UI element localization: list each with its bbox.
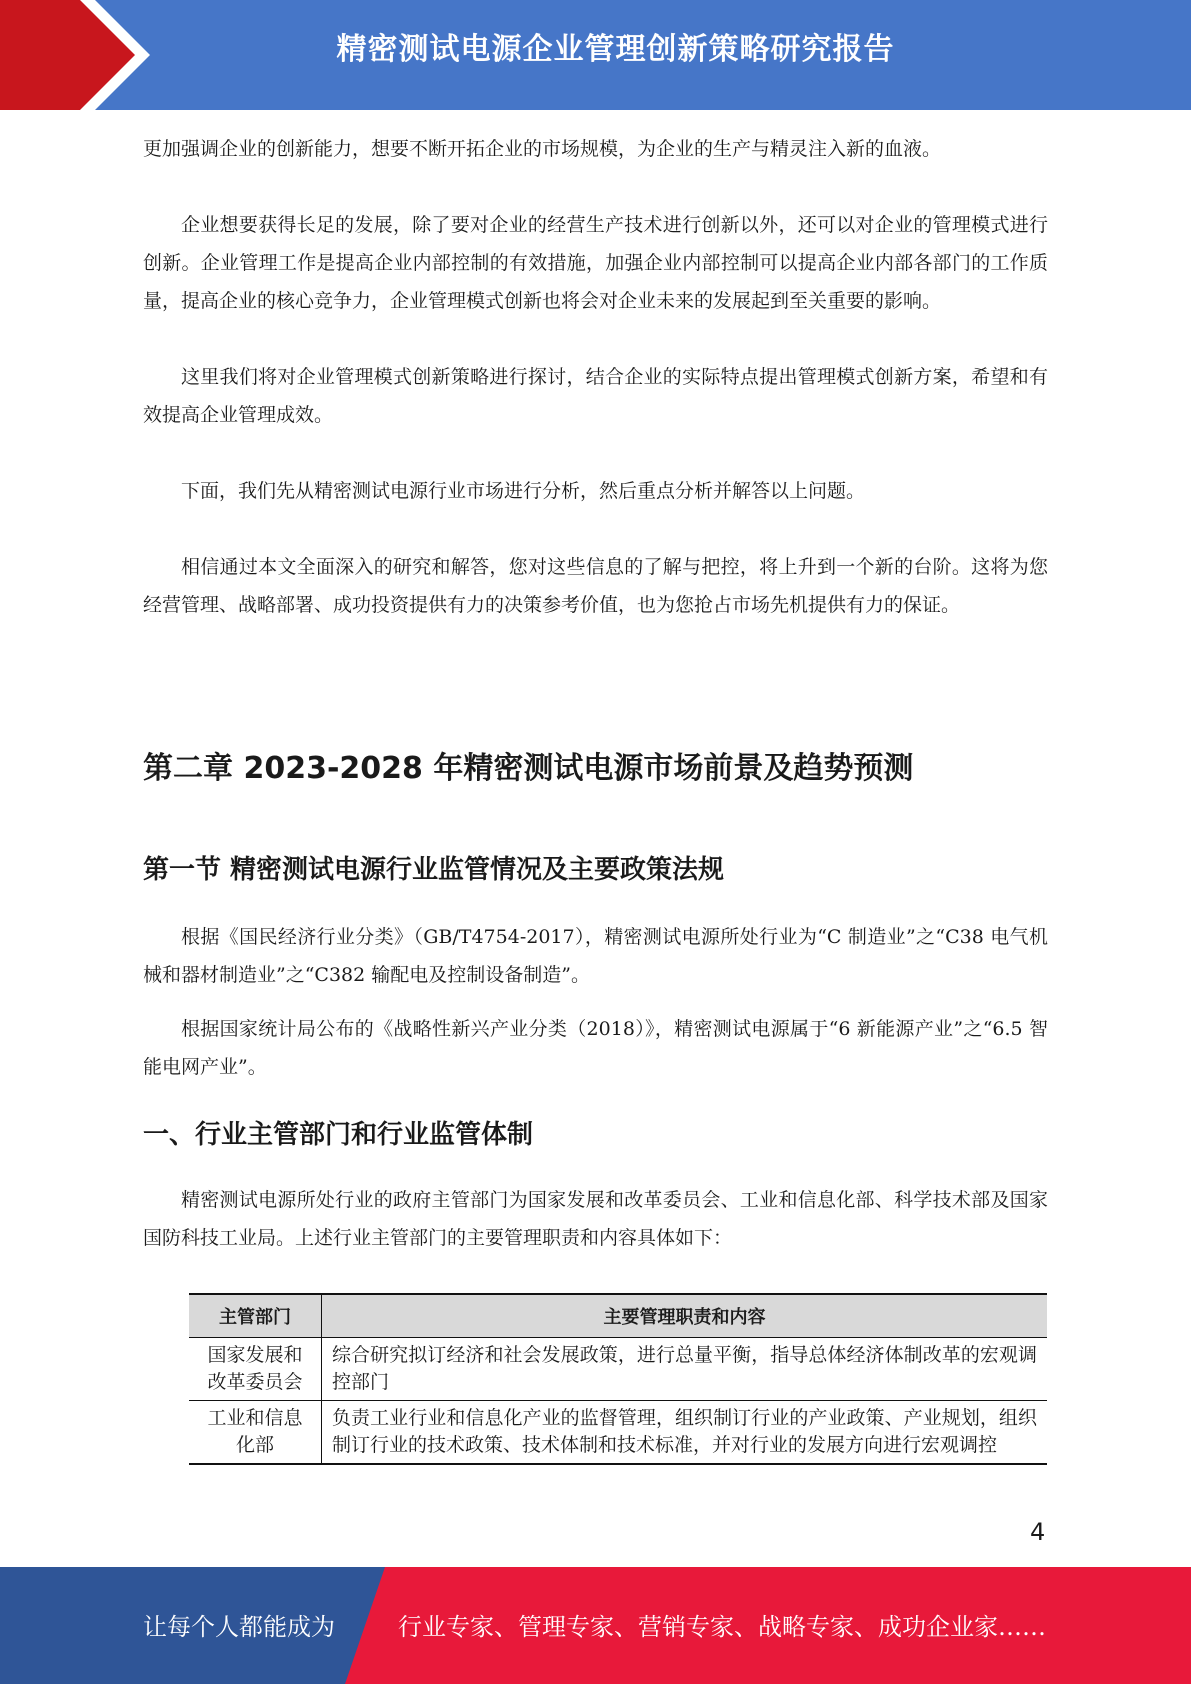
regulator-table (189, 1293, 1047, 1465)
paragraph: 根据国家统计局公布的《战略性新兴产业分类（2018）》，精密测试电源属于“6 新能源产业”之“6.5 智能电网产业”。 (143, 1018, 1048, 1078)
paragraph: 下面，我们先从精密测试电源行业市场进行分析，然后重点分析并解答以上问题。 (181, 480, 866, 502)
paragraph: 精密测试电源所处行业的政府主管部门为国家发展和改革委员会、工业和信息化部、科学技术部及国家国防科技工业局。上述行业主管部门的主要管理职责和内容具体如下： (143, 1189, 1048, 1249)
footer-slogan-right: 行业专家、管理专家、营销专家、战略专家、成功企业家…… (398, 1613, 1046, 1641)
table-cell-duties: 综合研究拟订经济和社会发展政策，进行总量平衡，指导总体经济体制改革的宏观调控部门 (322, 1338, 1048, 1401)
header-banner (0, 0, 1191, 110)
footer-slogan-left: 让每个人都能成为 (143, 1613, 335, 1641)
table-cell-duties: 负责工业行业和信息化产业的监督管理，组织制订行业的产业政策、产业规划，组织制订行业的技术政策、技术体制和技术标准，并对行业的发展方向进行宏观调控 (322, 1401, 1048, 1465)
table-header-cell: 主管部门 (189, 1294, 322, 1338)
paragraph: 相信通过本文全面深入的研究和解答，您对这些信息的了解与把控，将上升到一个新的台阶。这将为您经营管理、战略部署、成功投资提供有力的决策参考价值，也为您抢占市场先机提供有力的保证。 (143, 556, 1048, 616)
paragraph: 这里我们将对企业管理模式创新策略进行探讨，结合企业的实际特点提出管理模式创新方案，希望和有效提高企业管理成效。 (143, 366, 1048, 426)
intro-text (143, 130, 1048, 662)
table-header-row (189, 1294, 1047, 1338)
paragraph: 企业想要获得长足的发展，除了要对企业的经营生产技术进行创新以外，还可以对企业的管理模式进行创新。企业管理工作是提高企业内部控制的有效措施，加强企业内部控制可以提高企业内部各部门的工作质量，提高企业的核心竞争力，企业管理模式创新也将会对企业未来的发展起到至关重要的影响。 (143, 214, 1048, 312)
table-row (189, 1401, 1047, 1465)
subsection-title: 一、行业主管部门和行业监管体制 (143, 1120, 534, 1150)
chapter-title: 第二章 2023-2028 年精密测试电源市场前景及趋势预测 (143, 751, 914, 786)
paragraph: 根据《国民经济行业分类》（GB/T4754-2017），精密测试电源所处行业为“C 制造业”之“C38 电气机械和器材制造业”之“C382 输配电及控制设备制造”。 (143, 926, 1048, 986)
subsection-text (143, 1181, 1048, 1273)
page-number: 4 (1030, 1518, 1046, 1546)
footer-banner (0, 1567, 1191, 1684)
section-text (143, 918, 1048, 1102)
table-cell-department: 国家发展和改革委员会 (189, 1338, 322, 1401)
section-title: 第一节 精密测试电源行业监管情况及主要政策法规 (143, 855, 725, 885)
report-title: 精密测试电源企业管理创新策略研究报告 (336, 32, 895, 67)
table-cell-department: 工业和信息化部 (189, 1401, 322, 1465)
paragraph: 更加强调企业的创新能力，想要不断开拓企业的市场规模，为企业的生产与精灵注入新的血液。 (143, 138, 942, 160)
table-row (189, 1338, 1047, 1401)
table-header-cell: 主要管理职责和内容 (322, 1294, 1048, 1338)
